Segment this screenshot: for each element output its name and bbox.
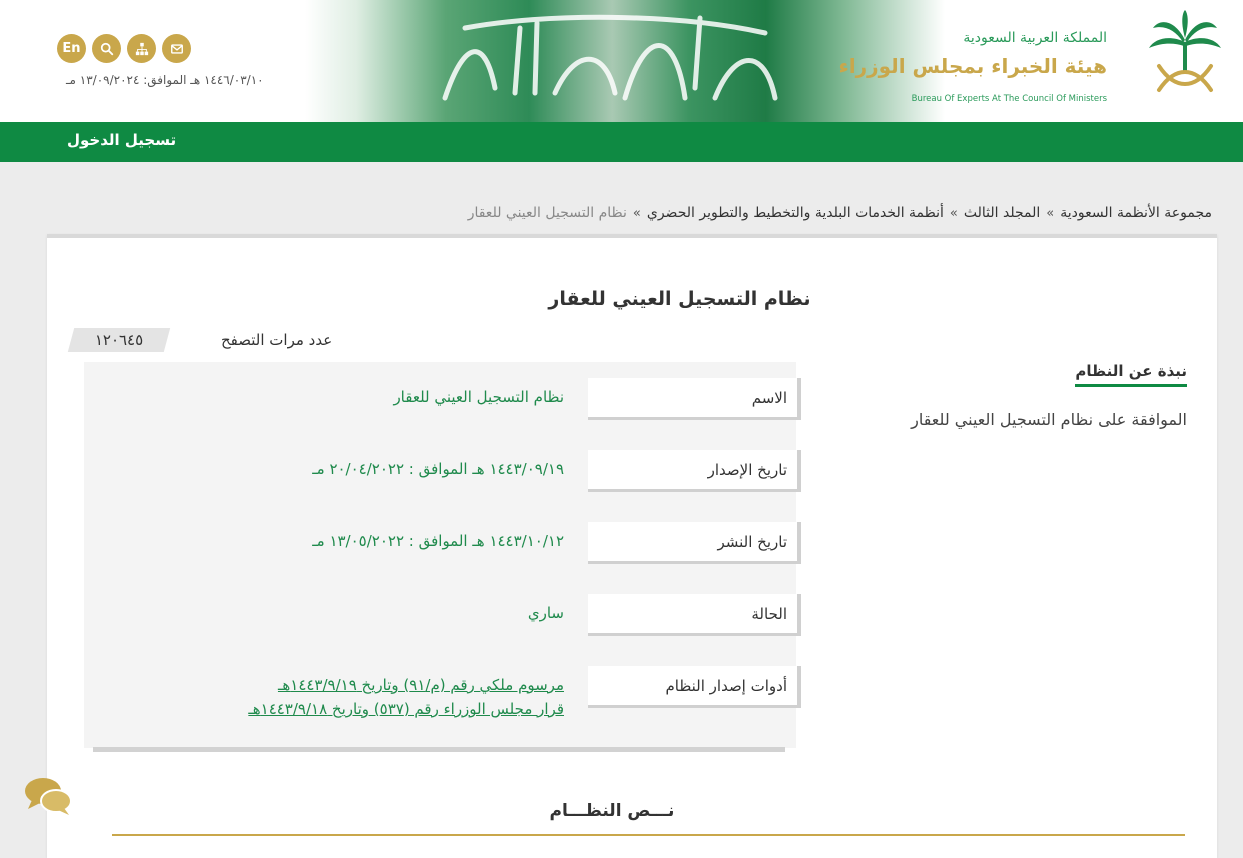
breadcrumb-item-volume[interactable]: المجلد الثالث [963,205,1041,221]
logo-english-text: Bureau Of Experts At The Council Of Ministers [911,94,1107,104]
site-logo[interactable] [838,10,1225,110]
name-label: الاسم [588,378,801,420]
main-navbar [0,122,1243,162]
language-button[interactable]: En [57,34,86,63]
views-label: عدد مرات التصفح [221,331,333,349]
mail-icon[interactable] [162,34,191,63]
breadcrumb-separator: » [949,206,958,221]
issuing-tools-label: أدوات إصدار النظام [588,666,801,708]
logo-kingdom-text: المملكة العربية السعودية [963,30,1107,46]
system-text-heading: نـــص النظـــام [549,801,675,821]
views-count: ١٢٠٦٤٥ [94,331,144,349]
breadcrumb-item-collection[interactable]: مجموعة الأنظمة السعودية [1060,205,1212,221]
main-card [47,234,1217,858]
name-value: نظام التسجيل العيني للعقار [393,388,564,406]
breadcrumb-separator: » [632,206,641,221]
issue-date-value: ١٤٤٣/٠٩/١٩ هـ الموافق : ٢٠/٠٤/٢٠٢٢ مـ [312,460,564,478]
status-value: ساري [527,604,564,622]
views-count-badge [68,328,170,352]
breadcrumb [468,205,1212,221]
issue-date-label: تاريخ الإصدار [588,450,801,492]
status-label: الحالة [588,594,801,636]
header-icons [57,34,191,63]
chat-icon[interactable] [24,776,72,816]
breadcrumb-item-current: نظام التسجيل العيني للعقار [467,205,627,221]
council-decision-link[interactable]: قرار مجلس الوزراء رقم (٥٣٧) وتاريخ ١٤٤٣/٩/١٨هـ [248,700,564,718]
logo-bureau-text: هيئة الخبراء بمجلس الوزراء [838,54,1107,78]
login-link[interactable]: تسجيل الدخول [67,131,177,149]
breadcrumb-item-category[interactable]: أنظمة الخدمات البلدية والتخطيط والتطوير الحضري [646,205,944,221]
search-icon[interactable] [92,34,121,63]
section-divider [112,834,1185,836]
page-title: نظام التسجيل العيني للعقار [548,288,811,310]
site-header [0,0,1243,122]
royal-decree-link[interactable]: مرسوم ملكي رقم (م/٩١) وتاريخ ١٤٤٣/٩/١٩هـ [277,676,564,694]
sitemap-icon[interactable] [127,34,156,63]
publish-date-label: تاريخ النشر [588,522,801,564]
flag-calligraphy-image [425,8,805,118]
system-summary-title: نبذة عن النظام [1075,362,1187,387]
publish-date-value: ١٤٤٣/١٠/١٢ هـ الموافق : ١٣/٠٥/٢٠٢٢ مـ [312,532,564,550]
breadcrumb-separator: » [1046,206,1055,221]
info-panel-shadow [93,747,785,752]
palm-emblem-icon [1145,10,1225,102]
header-date: ١٤٤٦/٠٣/١٠ هـ الموافق: ١٣/٠٩/٢٠٢٤ مـ [66,73,264,87]
system-summary-text: الموافقة على نظام التسجيل العيني للعقار [911,410,1187,429]
